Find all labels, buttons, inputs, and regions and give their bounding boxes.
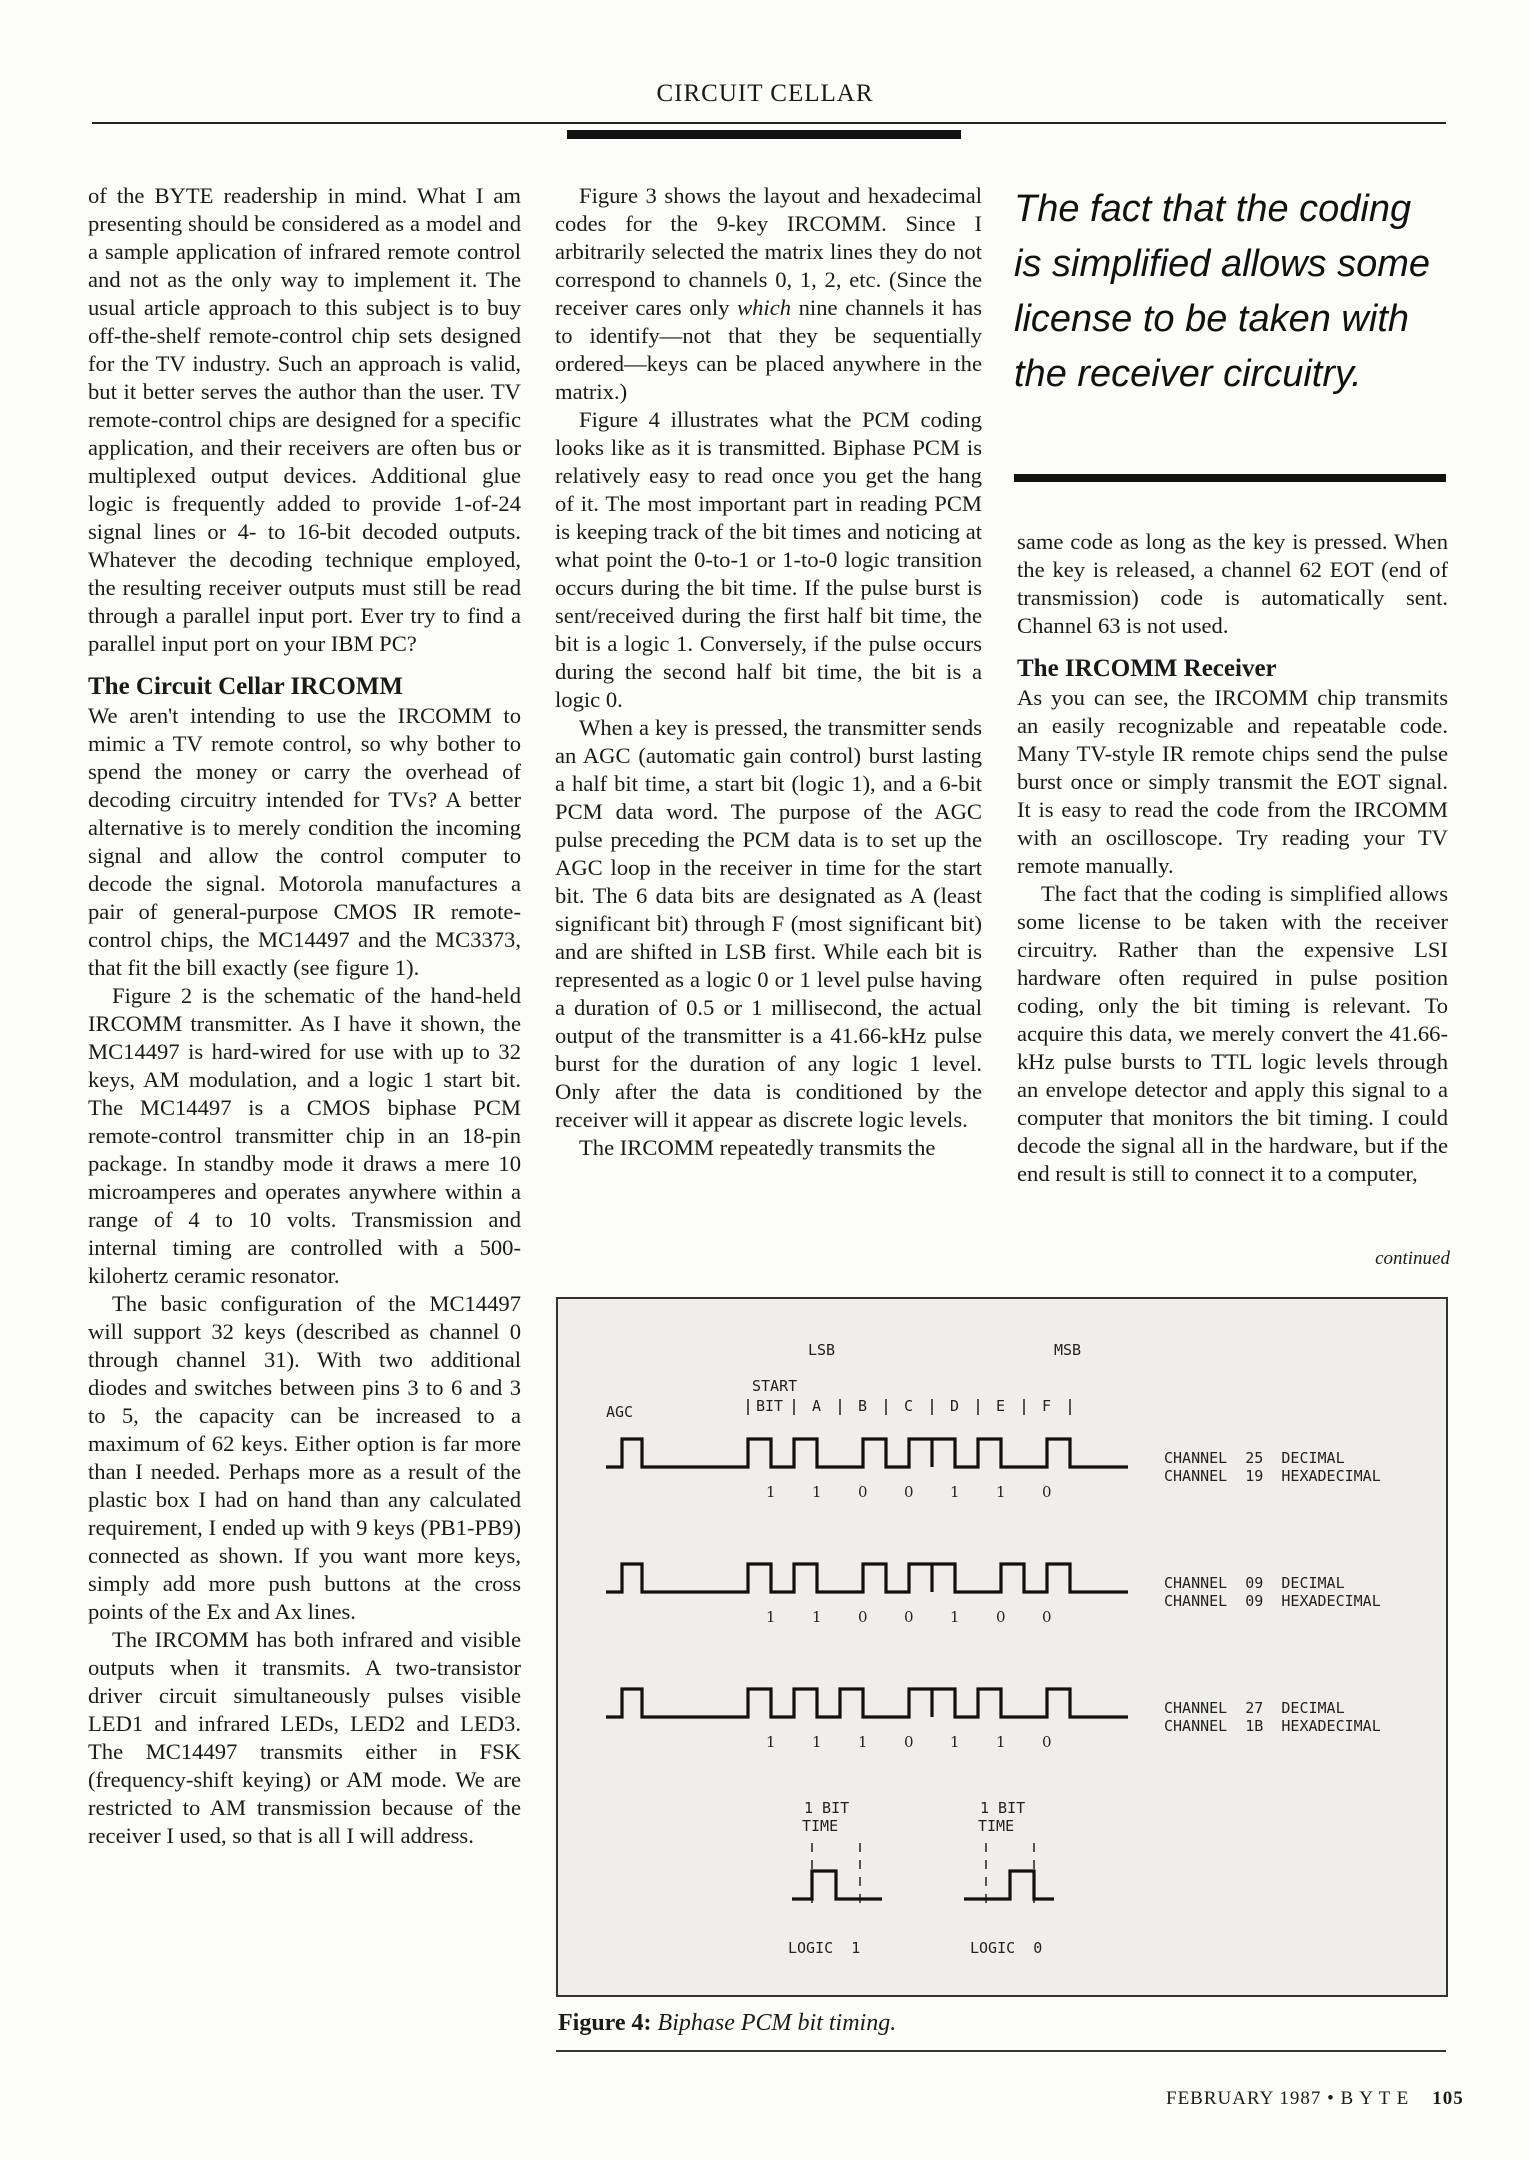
column-3 <box>1017 528 1448 1188</box>
page-footer <box>1166 2088 1464 2110</box>
section-heading: The Circuit Cellar IRCOMM <box>88 673 404 700</box>
channel-decimal: CHANNEL 27 DECIMAL <box>1164 1699 1345 1717</box>
caption-text: Biphase PCM bit timing. <box>651 2010 897 2036</box>
paragraph: Figure 2 is the schematic of the hand-held IRCOMM transmitter. As I have it shown, the MC14497 is hard-wired for use with up to 32 keys, AM modulation, and a logic 1 start bit. The MC14497 is a CMOS biphase PCM remote-control transmitter chip in an 18-pin package. In standby mode it draws a mere 10 microamperes and operates anywhere within a range of 4 to 10 volts. Transmission and internal timing are controlled with a 500-kilohertz ceramic resonator. <box>88 983 521 1288</box>
column-2 <box>555 182 982 1162</box>
bit-value: 1 <box>766 1733 776 1751</box>
bit-value: 1 <box>766 1608 776 1626</box>
agc-label: AGC <box>606 1403 634 1421</box>
bit-value: 0 <box>1042 1733 1052 1751</box>
channel-decimal: CHANNEL 25 DECIMAL <box>1164 1449 1345 1467</box>
paragraph: The basic configuration of the MC14497 will support 32 keys (described as channel 0 through channel 31). With two additional diodes and switches between pins 3 to 6 and 3 to 5, the capacity can be increased to a maximum of 62 keys. Either option is far more than I needed. Perhaps more as a result of the plastic box I had on hand than any calculated requirement, I ended up with 9 keys (PB1-PB9) connected as shown. If you want more keys, simply add more push buttons at the cross points of the Ex and Ax lines. <box>88 1291 521 1624</box>
paragraph: We aren't intending to use the IRCOMM to mimic a TV remote control, so why bother to spend the money or carry the overhead of decoding circuitry intended for TVs? A better alternative is to merely condition the incoming signal and allow the control computer to decode the signal. Motorola manufactures a pair of general-purpose CMOS IR remote-control chips, the MC14497 and the MC3373, that fit the bill exactly (see figure 1). <box>88 703 521 980</box>
bit-value: 0 <box>904 1483 914 1501</box>
pcm-waveform <box>606 1564 1128 1592</box>
logic-1-waveform <box>792 1871 882 1899</box>
lsb-label: LSB <box>808 1341 836 1359</box>
logic-1-example <box>788 1799 882 1957</box>
bit-letter: C <box>904 1397 914 1415</box>
logic-1-label: LOGIC 1 <box>788 1939 861 1957</box>
bit-letter: A <box>812 1397 822 1415</box>
logic-0-label: LOGIC 0 <box>970 1939 1043 1957</box>
bit-letter: B <box>858 1397 868 1415</box>
footer-date: FEBRUARY 1987 • B Y T E <box>1166 2088 1410 2109</box>
bit-value: 1 <box>812 1483 822 1501</box>
bit-time-label: 1 BIT <box>804 1799 850 1817</box>
waveform-row <box>606 1439 1381 1501</box>
caption-label: Figure 4: <box>558 2010 652 2036</box>
bit-value: 1 <box>950 1733 960 1751</box>
bit-header <box>748 1397 1070 1415</box>
paragraph <box>555 182 982 406</box>
logic-0-waveform <box>964 1871 1054 1899</box>
header-bar <box>567 130 961 139</box>
section-heading: The IRCOMM Receiver <box>1017 655 1277 682</box>
waveform-row <box>606 1564 1381 1626</box>
bit-letter: F <box>1042 1397 1052 1415</box>
emphasis: which <box>737 295 792 320</box>
figure-caption <box>558 2010 896 2037</box>
bit-time-label: TIME <box>802 1817 839 1835</box>
bit-time-label: TIME <box>978 1817 1015 1835</box>
bit-value: 0 <box>996 1608 1006 1626</box>
pcm-waveform <box>606 1689 1128 1717</box>
bit-time-label: 1 BIT <box>980 1799 1026 1817</box>
header-rule <box>92 122 1446 124</box>
bit-value: 1 <box>766 1483 776 1501</box>
paragraph: The IRCOMM repeatedly transmits the <box>579 1135 936 1160</box>
bit-value: 1 <box>950 1483 960 1501</box>
bit-value: 1 <box>950 1608 960 1626</box>
paragraph: of the BYTE readership in mind. What I am presenting should be considered as a model and a sample application of infrared remote control and not as the only way to implement it. The usual article approach to this subject is to buy off-the-shelf remote-control chip sets designed for the TV industry. Such an approach is valid, but it better serves the author than the user. TV remote-control chips are designed for a specific application, and their receivers are often bus or multiplexed output devices. Additional glue logic is frequently added to provide 1-of-24 signal lines or 4- to 16-bit decoded outputs. Whatever the decoding technique employed, the resulting receiver outputs must still be read through a parallel input port. Ever try to find a parallel input port on your IBM PC? <box>88 183 521 656</box>
text-run: nine channels it has to identify—not that they be sequentially ordered—keys can be placed anywhere in the matrix.) <box>555 295 982 404</box>
bit-value: 0 <box>858 1608 868 1626</box>
bit-value: 0 <box>1042 1483 1052 1501</box>
bit-value: 1 <box>812 1733 822 1751</box>
bit-value: 1 <box>996 1483 1006 1501</box>
pcm-waveform <box>606 1439 1128 1467</box>
channel-hex: CHANNEL 1B HEXADECIMAL <box>1164 1717 1381 1735</box>
logic-0-example <box>964 1799 1054 1957</box>
bit-value: 1 <box>812 1608 822 1626</box>
paragraph: same code as long as the key is pressed. When the key is released, a channel 62 EOT (end of transmission) code is automatically sent. Channel 63 is not used. <box>1017 529 1448 638</box>
paragraph: Figure 4 illustrates what the PCM coding looks like as it is transmitted. Biphase PCM is relatively easy to read once you get the hang of it. The most important part in reading PCM is keeping track of the bit times and noticing at what point the 0-to-1 or 1-to-0 logic transition occurs during the bit time. If the pulse burst is sent/received during the first half bit time, the bit is a logic 1. Conversely, if the pulse occurs during the second half bit time, the bit is a logic 0. <box>555 407 982 712</box>
bit-value: 0 <box>1042 1608 1052 1626</box>
timing-diagram <box>558 1299 1446 1995</box>
bit-value: 0 <box>858 1483 868 1501</box>
bit-value: 0 <box>904 1733 914 1751</box>
caption-rule <box>556 2050 1446 2052</box>
bit-value: 1 <box>996 1733 1006 1751</box>
pull-quote: The fact that the coding is simplified allows some license to be taken with the receiver circuitry. <box>1014 188 1431 395</box>
paragraph: The fact that the coding is simplified allows some license to be taken with the receiver circuitry. Rather than the expensive LSI hardware often required in pulse position coding, only the bit timing is relevant. To acquire this data, we merely convert the 41.66-kHz pulse bursts to TTL logic levels through an envelope detector and apply this signal to a computer that monitors the bit timing. I could decode the signal all in the hardware, but if the end result is still to connect it to a computer, <box>1017 881 1448 1186</box>
bit-letter: E <box>996 1397 1006 1415</box>
continued-note: continued <box>1375 1248 1450 1269</box>
paragraph: The IRCOMM has both infrared and visible outputs when it transmits. A two-transistor driver circuit simultaneously pulses visible LED1 and infrared LEDs, LED2 and LED3. The MC14497 transmits either in FSK (frequency-shift keying) or AM mode. We are restricted to AM transmission because of the receiver I used, so that is all I will address. <box>88 1627 521 1848</box>
bit-letter: D <box>950 1397 960 1415</box>
bit-label: BIT <box>756 1397 784 1415</box>
page-number: 105 <box>1432 2088 1464 2109</box>
bit-value: 1 <box>858 1733 868 1751</box>
text-run: Figure 3 shows the layout and hexadecimal codes for the 9-key IRCOMM. Since I arbitrarily selected the matrix lines they do not correspond to channels 0, 1, 2, etc. (Since the receiver cares only <box>555 183 982 320</box>
column-1 <box>88 182 521 1850</box>
bit-value: 0 <box>904 1608 914 1626</box>
paragraph: When a key is pressed, the transmitter sends an AGC (automatic gain control) burst lasting a half bit time, a start bit (logic 1), and a 6-bit PCM data word. The purpose of the AGC pulse preceding the PCM data is to set up the AGC loop in the receiver in time for the start bit. The 6 data bits are designated as A (least significant bit) through F (most significant bit) and are shifted in LSB first. While each bit is represented as a logic 0 or 1 level pulse having a duration of 0.5 or 1 millisecond, the actual output of the transmitter is a 41.66-kHz pulse burst for the duration of any logic 1 level. Only after the data is conditioned by the receiver will it appear as discrete logic levels. <box>555 715 982 1132</box>
figure-4 <box>556 1297 1448 1997</box>
channel-hex: CHANNEL 09 HEXADECIMAL <box>1164 1592 1381 1610</box>
channel-decimal: CHANNEL 09 DECIMAL <box>1164 1574 1345 1592</box>
paragraph: As you can see, the IRCOMM chip transmits an easily recognizable and repeatable code. Many TV-style IR remote chips send the pulse burst once or simply transmit the EOT signal. It is easy to read the code from the IRCOMM with an oscilloscope. Try reading your TV remote manually. <box>1017 685 1448 878</box>
pull-quote-rule <box>1014 474 1446 482</box>
waveform-row <box>606 1689 1381 1751</box>
running-header: CIRCUIT CELLAR <box>656 80 874 107</box>
start-label: START <box>752 1377 798 1395</box>
channel-hex: CHANNEL 19 HEXADECIMAL <box>1164 1467 1381 1485</box>
msb-label: MSB <box>1054 1341 1082 1359</box>
